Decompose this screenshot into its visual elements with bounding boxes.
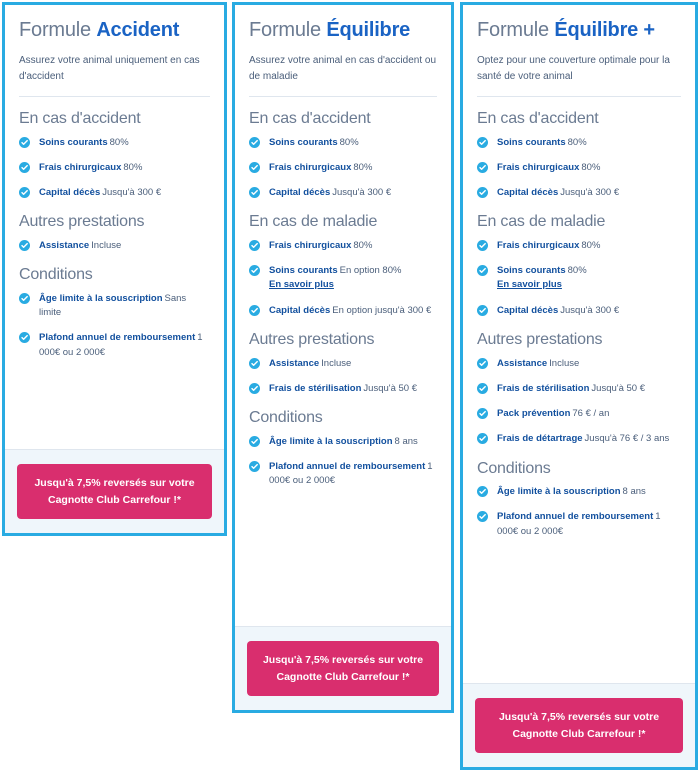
plan-title-strong: Équilibre + — [554, 19, 655, 41]
plan-title-light: Formule — [19, 19, 91, 41]
plan-subtitle-equilibre-plus: Optez pour une couverture optimale pour la santé de votre animal — [477, 55, 670, 82]
section-heading: En cas de maladie — [477, 213, 606, 231]
plan-subtitle-equilibre: Assurez votre animal en cas d'accident ou de maladie — [249, 55, 437, 82]
feature-label: Soins courants — [497, 136, 566, 148]
plan-section — [19, 213, 210, 253]
feature-list — [19, 292, 210, 360]
check-circle-icon — [249, 436, 260, 447]
feature-label: Frais chirurgicaux — [497, 161, 580, 173]
feature-label: Frais chirurgicaux — [497, 239, 580, 251]
feature-value: 8 ans — [622, 486, 646, 498]
check-circle-icon — [249, 137, 260, 148]
plan-title-light: Formule — [477, 19, 549, 41]
feature-value: Jusqu'à 50 € — [363, 382, 417, 394]
feature-list — [249, 239, 437, 318]
section-heading: Conditions — [19, 266, 93, 284]
feature-value: Jusqu'à 300 € — [332, 187, 392, 199]
feature-label: Assistance — [269, 357, 320, 369]
feature-item — [249, 382, 437, 396]
feature-item — [477, 407, 681, 421]
feature-label: Plafond annuel de remboursement — [269, 460, 426, 472]
feature-item — [249, 460, 437, 489]
feature-value: 1 000€ ou 2 000€ — [269, 460, 433, 487]
section-heading: En cas de maladie — [249, 213, 378, 231]
feature-item — [477, 432, 681, 446]
header-divider — [477, 96, 681, 97]
feature-label: Soins courants — [497, 265, 566, 277]
feature-value: 80% — [567, 265, 587, 277]
feature-list — [19, 136, 210, 201]
check-circle-icon — [477, 383, 488, 394]
feature-label: Âge limite à la souscription — [269, 435, 393, 447]
plan-title-equilibre — [249, 19, 437, 41]
cashback-cta-button-equilibre[interactable]: Jusqu'à 7,5% reversés sur votre Cagnotte Club Carrefour !* — [247, 641, 439, 696]
feature-label: Capital décès — [497, 187, 559, 199]
feature-label: Pack prévention — [497, 408, 571, 420]
card-body-equilibre-plus — [463, 5, 695, 683]
feature-value: Sans limite — [39, 292, 187, 319]
feature-label: Frais chirurgicaux — [269, 239, 352, 251]
feature-item — [19, 136, 210, 150]
feature-value: 1 000€ ou 2 000€ — [497, 511, 661, 537]
feature-value: 8 ans — [394, 435, 418, 447]
feature-item — [19, 239, 210, 253]
check-circle-icon — [249, 383, 260, 394]
learn-more-link[interactable]: En savoir plus — [269, 279, 334, 291]
feature-value: Jusqu'à 300 € — [560, 187, 620, 199]
check-circle-icon — [477, 305, 488, 316]
feature-list — [249, 357, 437, 397]
section-heading: Conditions — [249, 409, 323, 427]
feature-value: Jusqu'à 50 € — [591, 382, 645, 394]
plan-section — [249, 409, 437, 488]
check-circle-icon — [19, 332, 30, 343]
plan-section — [249, 331, 437, 396]
feature-label: Frais de stérilisation — [269, 382, 362, 394]
section-heading: Autres prestations — [19, 213, 145, 231]
check-circle-icon — [19, 187, 30, 198]
feature-value: 1 000€ ou 2 000€ — [39, 332, 203, 358]
feature-label: Âge limite à la souscription — [39, 292, 163, 304]
check-circle-icon — [477, 486, 488, 497]
plan-title-equilibre-plus — [477, 19, 681, 41]
check-circle-icon — [477, 162, 488, 173]
plan-subtitle-accident: Assurez votre animal uniquement en cas d'accident — [19, 55, 200, 82]
plan-title-strong: Équilibre — [326, 19, 411, 41]
feature-label: Capital décès — [39, 187, 101, 199]
plan-card-equilibre — [232, 2, 454, 713]
feature-item — [477, 510, 681, 539]
feature-item — [477, 136, 681, 150]
check-circle-icon — [19, 162, 30, 173]
feature-label: Frais de détartrage — [497, 433, 583, 445]
header-divider — [249, 96, 437, 97]
check-circle-icon — [249, 240, 260, 251]
check-circle-icon — [249, 265, 260, 276]
feature-value: 80% — [567, 136, 587, 148]
feature-value: 80% — [109, 136, 129, 148]
check-circle-icon — [477, 358, 488, 369]
section-heading: En cas d'accident — [19, 110, 141, 127]
feature-label: Âge limite à la souscription — [497, 486, 621, 498]
feature-item — [249, 357, 437, 371]
feature-item — [477, 264, 681, 293]
feature-value: En option 80% — [339, 265, 402, 277]
cashback-cta-button-accident[interactable]: Jusqu'à 7,5% reversés sur votre Cagnotte Club Carrefour !* — [17, 464, 212, 519]
feature-label: Frais chirurgicaux — [39, 161, 122, 173]
cashback-cta-button-equilibre-plus[interactable]: Jusqu'à 7,5% reversés sur votre Cagnotte Club Carrefour !* — [475, 698, 683, 753]
feature-value: Incluse — [91, 239, 122, 251]
feature-label: Plafond annuel de remboursement — [39, 332, 196, 344]
plan-title-strong: Accident — [96, 19, 180, 41]
header-divider — [19, 96, 210, 97]
feature-value: Incluse — [321, 357, 352, 369]
check-circle-icon — [249, 305, 260, 316]
check-circle-icon — [249, 461, 260, 472]
feature-label: Capital décès — [269, 304, 331, 316]
feature-value: Jusqu'à 300 € — [102, 187, 162, 199]
plan-section — [19, 110, 210, 200]
section-heading: En cas d'accident — [249, 110, 371, 127]
card-footer-accident — [5, 449, 224, 533]
feature-list — [477, 239, 681, 318]
card-footer-equilibre — [235, 626, 451, 710]
feature-value: 80% — [339, 136, 359, 148]
section-heading: En cas d'accident — [477, 110, 599, 127]
check-circle-icon — [19, 240, 30, 251]
check-circle-icon — [477, 408, 488, 419]
feature-item — [19, 186, 210, 200]
learn-more-link[interactable]: En savoir plus — [497, 279, 562, 291]
plan-card-accident — [2, 2, 227, 536]
feature-value: Jusqu'à 300 € — [560, 304, 620, 316]
check-circle-icon — [19, 293, 30, 304]
feature-value: Incluse — [549, 357, 580, 369]
feature-item — [249, 136, 437, 150]
feature-value: 76 € / an — [572, 408, 610, 420]
feature-list — [249, 435, 437, 489]
feature-label: Soins courants — [39, 136, 108, 148]
feature-label: Capital décès — [497, 304, 559, 316]
check-circle-icon — [477, 187, 488, 198]
feature-label: Capital décès — [269, 187, 331, 199]
feature-item — [477, 304, 681, 318]
feature-item — [19, 331, 210, 360]
feature-list — [249, 136, 437, 201]
check-circle-icon — [477, 137, 488, 148]
feature-item — [19, 292, 210, 321]
feature-label: Frais de stérilisation — [497, 382, 590, 394]
feature-item — [477, 186, 681, 200]
feature-label: Assistance — [39, 239, 90, 251]
feature-list — [477, 357, 681, 447]
feature-value: Jusqu'à 76 € / 3 ans — [584, 433, 670, 445]
feature-item — [249, 435, 437, 449]
card-body-equilibre — [235, 5, 451, 626]
feature-item — [477, 382, 681, 396]
check-circle-icon — [477, 240, 488, 251]
plan-section — [249, 213, 437, 318]
section-heading: Conditions — [477, 459, 551, 477]
feature-list — [19, 239, 210, 253]
plan-section — [477, 460, 681, 539]
feature-value: 80% — [123, 161, 143, 173]
feature-list — [477, 136, 681, 201]
plan-card-equilibre-plus — [460, 2, 698, 770]
feature-item — [477, 485, 681, 499]
check-circle-icon — [19, 137, 30, 148]
plan-title-accident — [19, 19, 210, 41]
card-body-accident — [5, 5, 224, 449]
check-circle-icon — [249, 162, 260, 173]
feature-item — [249, 264, 437, 293]
feature-item — [19, 161, 210, 175]
section-heading: Autres prestations — [249, 330, 375, 348]
feature-item — [249, 304, 437, 318]
check-circle-icon — [477, 511, 488, 522]
section-heading: Autres prestations — [477, 330, 603, 348]
check-circle-icon — [249, 358, 260, 369]
feature-item — [249, 186, 437, 200]
feature-value: En option jusqu'à 300 € — [332, 304, 432, 316]
feature-label: Assistance — [497, 357, 548, 369]
feature-list — [477, 485, 681, 539]
feature-item — [477, 161, 681, 175]
plan-section — [19, 266, 210, 360]
feature-value: 80% — [353, 161, 373, 173]
feature-item — [249, 239, 437, 253]
feature-label: Soins courants — [269, 136, 338, 148]
feature-value: 80% — [581, 161, 601, 173]
feature-value: 80% — [581, 239, 601, 251]
feature-label: Frais chirurgicaux — [269, 161, 352, 173]
plan-section — [249, 110, 437, 200]
plan-section — [477, 110, 681, 200]
feature-item — [477, 239, 681, 253]
feature-item — [477, 357, 681, 371]
check-circle-icon — [477, 265, 488, 276]
feature-item — [249, 161, 437, 175]
plan-section — [477, 331, 681, 447]
card-footer-equilibre-plus — [463, 683, 695, 767]
feature-label: Soins courants — [269, 265, 338, 277]
feature-label: Plafond annuel de remboursement — [497, 511, 654, 523]
check-circle-icon — [249, 187, 260, 198]
plan-title-light: Formule — [249, 19, 321, 41]
plan-section — [477, 213, 681, 318]
check-circle-icon — [477, 433, 488, 444]
feature-value: 80% — [353, 239, 373, 251]
